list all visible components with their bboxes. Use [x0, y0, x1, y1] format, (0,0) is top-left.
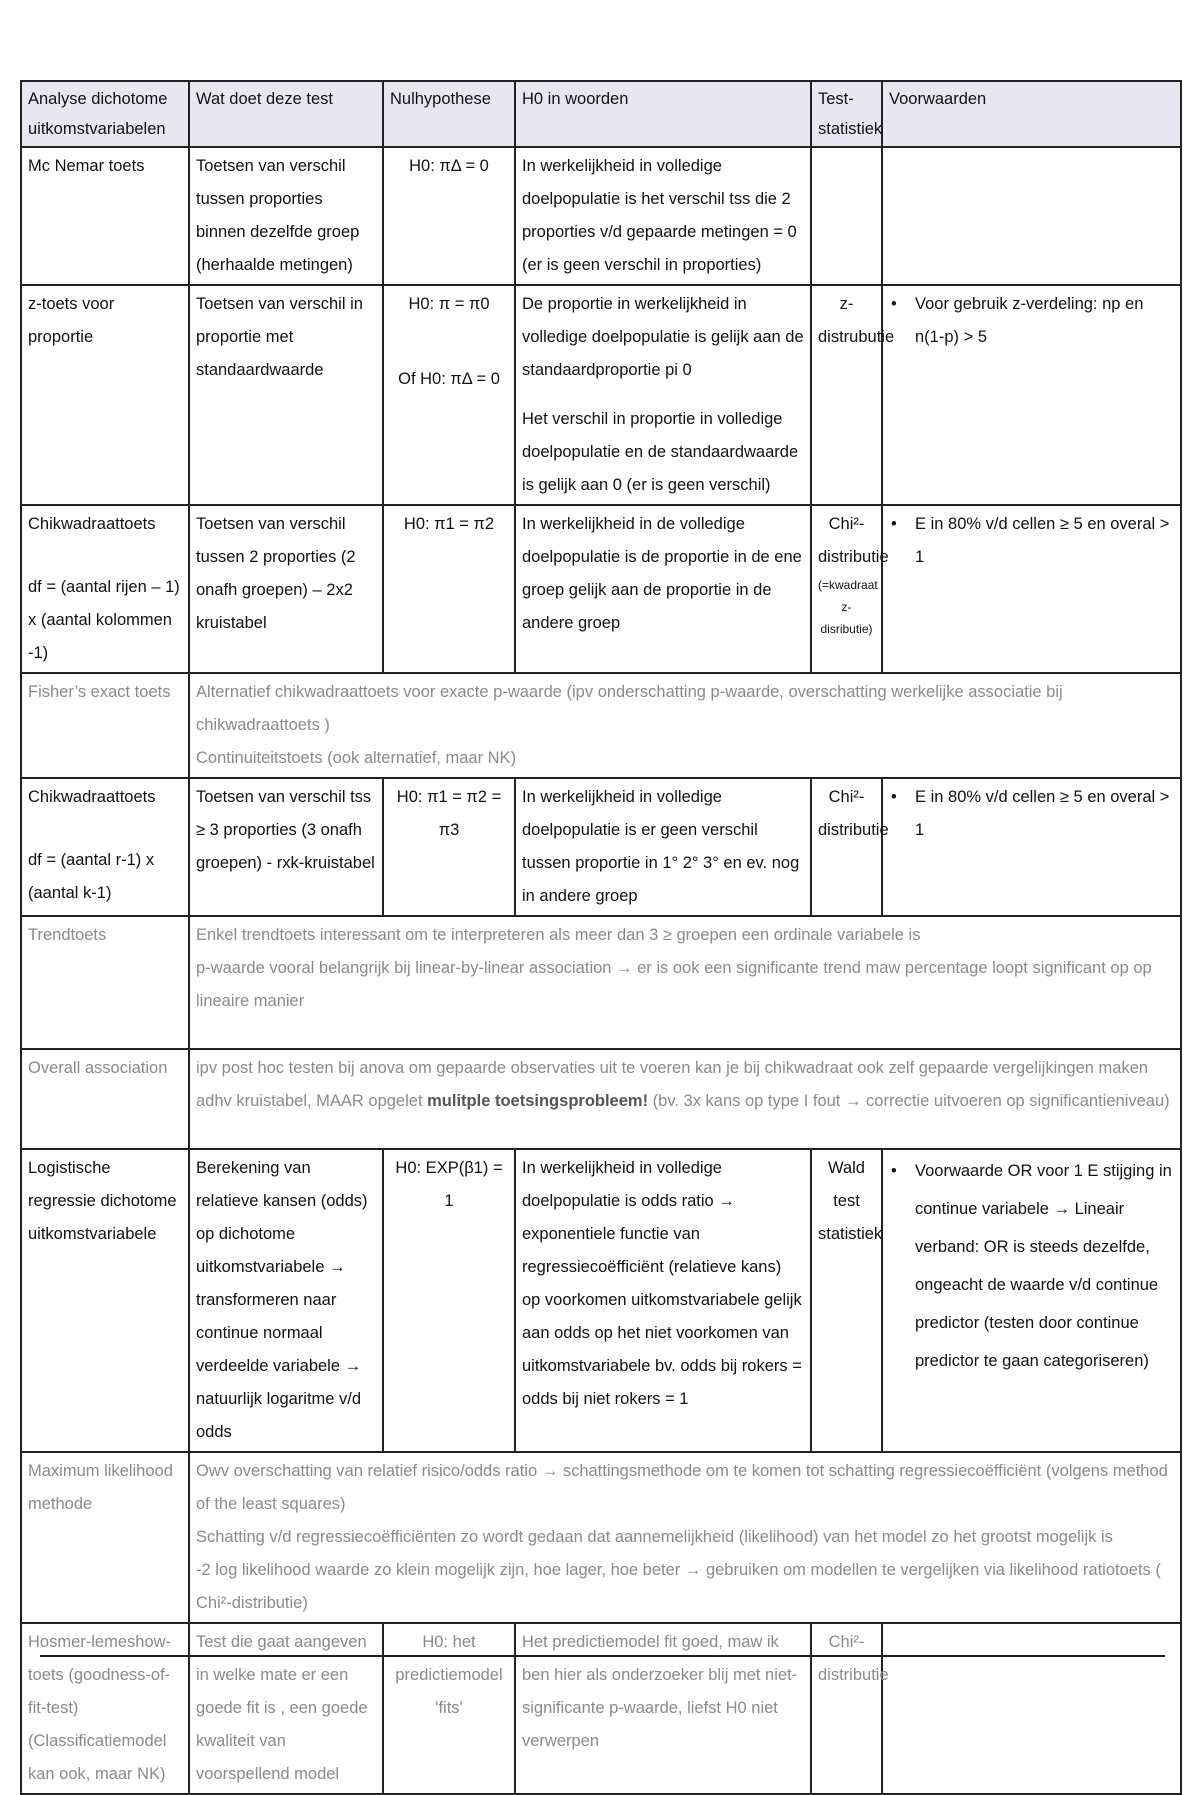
test-description: Test die gaat aangeven in welke mate er een goede fit is , een goede kwaliteit van voorspellend model: [189, 1623, 383, 1794]
conditions: [882, 505, 1181, 673]
note-line-1: Alternatief chikwadraattoets voor exacte p-waarde (ipv onderschatting p-waarde, overschatting werkelijke associatie bij chikwadraattoets ): [196, 683, 1063, 734]
table-row: [21, 1049, 1181, 1149]
h0-alternative: Of H0: πΔ = 0: [398, 370, 500, 388]
test-name-note: (Classificatiemodel kan ook, maar NK): [28, 1732, 167, 1783]
note-text-tail: (bv. 3x kans op type I fout → correctie uitvoeren op significantieniveau): [652, 1092, 1170, 1110]
note-line-2: Schatting v/d regressiecoëfficiënten zo wordt gedaan dat aannemelijkheid (likelihood) van het model zo het grootst mogelijk is: [196, 1528, 1113, 1546]
test-name-label: Chikwadraattoets: [28, 788, 156, 806]
condition-item: • E in 80% v/d cellen ≥ 5 en overal > 1: [889, 508, 1174, 574]
conditions: [882, 1149, 1181, 1452]
test-description: Toetsen van verschil tussen proporties binnen dezelfde groep (herhaalde metingen): [189, 147, 383, 285]
null-hypothesis: H0: het predictiemodel 'fits': [383, 1623, 515, 1794]
note-line-3: -2 log likelihood waarde zo klein mogelijk zijn, hoe lager, hoe beter → gebruiken om modellen te vergelijken via likelihood ratiotoets ( Chi²-distributie): [196, 1561, 1161, 1612]
note-line-1: Enkel trendtoets interessant om te interpreteren als meer dan 3 ≥ groepen een ordinale variabele is: [196, 926, 921, 944]
h0-in-words: In werkelijkheid in de volledige doelpopulatie is de proportie in de ene groep gelijk aan de proportie in de andere groep: [515, 505, 811, 673]
test-name: [21, 778, 189, 916]
note-text: [189, 1452, 1181, 1623]
h0-in-words: In werkelijkheid in volledige doelpopulatie is het verschil tss die 2 proporties v/d gepaarde metingen = 0 (er is geen verschil in proporties): [515, 147, 811, 285]
conditions: [882, 147, 1181, 285]
test-statistic: Chi²-distributie: [811, 778, 882, 916]
h0-primary: H0: π = π0: [408, 295, 490, 313]
h0-words-2: Het verschil in proportie in volledige doelpopulatie en de standaardwaarde is gelijk aan 0 (er is geen verschil): [522, 410, 799, 494]
header-h0-woorden: H0 in woorden: [515, 81, 811, 147]
statistic-note: (=kwadraat z-disributie): [818, 578, 878, 636]
test-statistic: Chi²-distributie: [811, 1623, 882, 1794]
note-text-bold: mulitple toetsingsprobleem!: [427, 1092, 649, 1110]
header-teststatistiek: Test-statistiek: [811, 81, 882, 147]
note-line-2: Continuiteitstoets (ook alternatief, maar NK): [196, 749, 517, 767]
h0-in-words: In werkelijkheid in volledige doelpopulatie is er geen verschil tussen proportie in 1° 2° 3° en ev. nog in andere groep: [515, 778, 811, 916]
null-hypothesis: H0: EXP(β1) = 1: [383, 1149, 515, 1452]
degrees-of-freedom: df = (aantal rijen – 1) x (aantal kolommen -1): [28, 578, 180, 662]
table-row: [21, 778, 1181, 916]
test-name-label: Hosmer-lemeshow-toets (goodness-of-fit-test): [28, 1633, 172, 1717]
test-statistic: [811, 505, 889, 673]
null-hypothesis: H0: π1 = π2 = π3: [383, 778, 515, 916]
conditions: [882, 1623, 1181, 1794]
table-header-row: [21, 81, 1181, 147]
test-statistic: z-distrubutie: [811, 285, 882, 505]
statistic-label: Chi²-distributie: [818, 515, 889, 566]
test-name: [21, 1623, 189, 1794]
note-line-1: Owv overschatting van relatief risico/odds ratio → schattingsmethode om te komen tot schatting regressiecoëfficiënt (volgens method of the least squares): [196, 1462, 1168, 1513]
table-row: [21, 285, 1181, 505]
condition-item: • E in 80% v/d cellen ≥ 5 en overal > 1: [889, 781, 1174, 847]
table-row: [21, 1452, 1181, 1623]
table-row: [21, 1623, 1181, 1794]
header-voorwaarden: Voorwaarden: [882, 81, 1181, 147]
conditions: [882, 778, 1181, 916]
test-description: Toetsen van verschil in proportie met standaardwaarde: [189, 285, 383, 505]
test-name-label: Chikwadraattoets: [28, 515, 156, 533]
note-text: [189, 673, 1181, 778]
note-line-2: p-waarde vooral belangrijk bij linear-by-linear association → er is ook een significante trend maw percentage loopt significant op op lineaire manier: [196, 959, 1152, 1010]
null-hypothesis: H0: πΔ = 0: [383, 147, 515, 285]
null-hypothesis: [383, 285, 515, 505]
table-row: [21, 505, 1181, 673]
degrees-of-freedom: df = (aantal r-1) x (aantal k-1): [28, 851, 155, 902]
test-name: Fisher’s exact toets: [21, 673, 189, 778]
note-text-main: ipv post hoc testen bij anova om gepaarde observaties uit te voeren kan je bij chikwadraat ook zelf gepaarde vergelijkingen maken adhv kruistabel, MAAR opgelet: [196, 1059, 1149, 1110]
h0-in-words: In werkelijkheid in volledige doelpopulatie is odds ratio → exponentiele functie van regressiecoëfficiënt (relatieve kans) op voorkomen uitkomstvariabele gelijk aan odds op het niet voorkomen van uitkomstvariabele bv. odds bij rokers = odds bij niet rokers = 1: [515, 1149, 811, 1452]
h0-in-words: [515, 285, 811, 505]
test-name: Maximum likelihood methode: [21, 1452, 189, 1623]
header-nulhypothese: Nulhypothese: [383, 81, 515, 147]
condition-item: • Voorwaarde OR voor 1 E stijging in continue variabele → Lineair verband: OR is steeds dezelfde, ongeacht de waarde v/d continue predictor (testen door continue predictor te gaan categoriseren): [889, 1152, 1174, 1380]
test-description: Berekening van relatieve kansen (odds) op dichotome uitkomstvariabele → transformeren naar continue normaal verdeelde variabele → natuurlijk logaritme v/d odds: [189, 1149, 383, 1452]
test-name: Logistische regressie dichotome uitkomstvariabele: [21, 1149, 189, 1452]
test-description: Toetsen van verschil tussen 2 proporties (2 onafh groepen) – 2x2 kruistabel: [189, 505, 383, 673]
header-analyse: Analyse dichotome uitkomstvariabelen: [21, 81, 189, 147]
test-name: [21, 505, 189, 673]
note-text: [189, 1049, 1181, 1149]
table-row: [21, 673, 1181, 778]
footer-divider: [40, 1655, 1165, 1657]
test-name: z-toets voor proportie: [21, 285, 189, 505]
table-row: [21, 916, 1181, 1049]
header-wat-doet: Wat doet deze test: [189, 81, 383, 147]
test-statistic: Wald test statistiek: [811, 1149, 882, 1452]
test-statistic: [811, 147, 882, 285]
test-name: Trendtoets: [21, 916, 189, 1049]
table-row: [21, 147, 1181, 285]
table-row: [21, 1149, 1181, 1452]
note-text: [189, 916, 1181, 1049]
condition-item: • Voor gebruik z-verdeling: np en n(1-p) > 5: [889, 288, 1174, 354]
test-name: Overall association: [21, 1049, 189, 1149]
conditions: [882, 285, 1181, 505]
null-hypothesis: H0: π1 = π2: [383, 505, 515, 673]
dichotomous-tests-table: [20, 80, 1182, 1795]
test-description: Toetsen van verschil tss ≥ 3 proporties (3 onafh groepen) - rxk-kruistabel: [189, 778, 383, 916]
test-name: Mc Nemar toets: [21, 147, 189, 285]
h0-in-words: Het predictiemodel fit goed, maw ik ben hier als onderzoeker blij met niet-significante p-waarde, liefst H0 niet verwerpen: [515, 1623, 811, 1794]
h0-words-1: De proportie in werkelijkheid in volledige doelpopulatie is gelijk aan de standaardproportie pi 0: [522, 295, 804, 379]
